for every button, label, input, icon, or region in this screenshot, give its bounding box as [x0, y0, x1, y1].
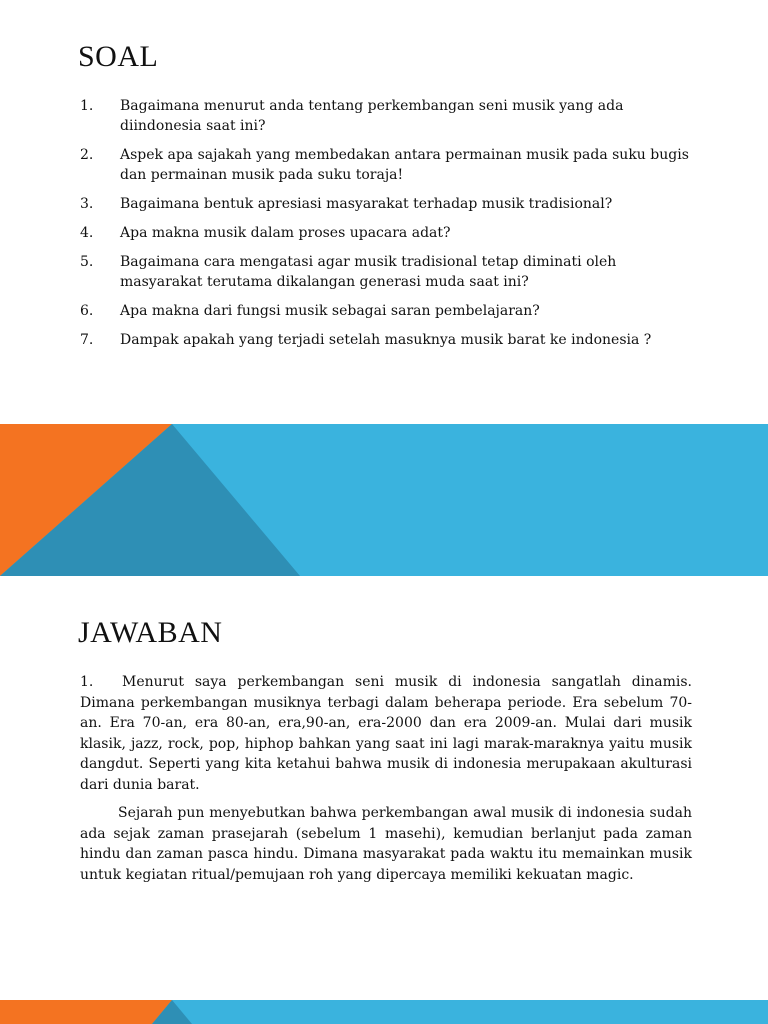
band-shapes-bottom	[0, 1000, 768, 1024]
question-text: Bagaimana menurut anda tentang perkembangan seni musik yang ada diindonesia saat ini?	[120, 98, 624, 134]
question-text: Bagaimana cara mengatasi agar musik tradisional tetap diminati oleh masyarakat terutama dikalangan generasi muda saat ini?	[120, 254, 617, 290]
slide-jawaban	[0, 576, 768, 1000]
question-item	[80, 223, 690, 243]
question-text: Bagaimana bentuk apresiasi masyarakat terhadap musik tradisional?	[120, 196, 613, 212]
question-number: 6.	[80, 303, 94, 319]
question-number: 7.	[80, 332, 94, 348]
question-item	[80, 301, 690, 321]
question-list	[80, 96, 690, 359]
band-shapes	[0, 424, 768, 576]
question-number: 2.	[80, 147, 94, 163]
question-text: Apa makna dari fungsi musik sebagai saran pembelajaran?	[120, 303, 540, 319]
answer-number: 1.	[80, 674, 94, 690]
question-number: 5.	[80, 254, 94, 270]
question-item	[80, 252, 690, 292]
question-item	[80, 145, 690, 185]
question-number: 3.	[80, 196, 94, 212]
question-text: Dampak apakah yang terjadi setelah masuknya musik barat ke indonesia ?	[120, 332, 652, 348]
question-item	[80, 96, 690, 136]
answer-body	[80, 672, 692, 893]
question-item	[80, 330, 690, 350]
answer-paragraph: Sejarah pun menyebutkan bahwa perkembangan awal musik di indonesia sudah ada sejak zaman prasejarah (sebelum 1 masehi), kemudian berlanjut pada zaman hindu dan zaman pasca hindu. Dimana masyarakat pada waktu itu memainkan musik untuk kegiatan ritual/pemujaan roh yang dipercaya memiliki kekuatan magic.	[80, 805, 692, 883]
decorative-band-bottom	[0, 1000, 768, 1024]
orange-triangle	[0, 1000, 172, 1024]
question-text: Apa makna musik dalam proses upacara adat?	[120, 225, 451, 241]
soal-title: SOAL	[78, 40, 159, 73]
question-text: Aspek apa sajakah yang membedakan antara permainan musik pada suku bugis dan permainan musik pada suku toraja!	[120, 147, 689, 183]
answer-text: Menurut saya perkembangan seni musik di indonesia sangatlah dinamis. Dimana perkembangan musiknya terbagi dalam beherapa periode. Era sebelum 70-an. Era 70-an, era 80-an, era,90-an, era-2000 dan era 2009-an. Mulai dari musik klasik, jazz, rock, pop, hiphop bahkan yang saat ini lagi marak-maraknya yaitu musik dangdut. Seperti yang kita ketahui bahwa musik di indonesia merupakaan akulturasi dari dunia barat.	[80, 674, 692, 793]
jawaban-title: JAWABAN	[78, 616, 223, 649]
slide-soal	[0, 0, 768, 424]
question-number: 1.	[80, 98, 94, 114]
question-item	[80, 194, 690, 214]
answer-paragraph	[80, 672, 692, 795]
decorative-band	[0, 424, 768, 576]
question-number: 4.	[80, 225, 94, 241]
